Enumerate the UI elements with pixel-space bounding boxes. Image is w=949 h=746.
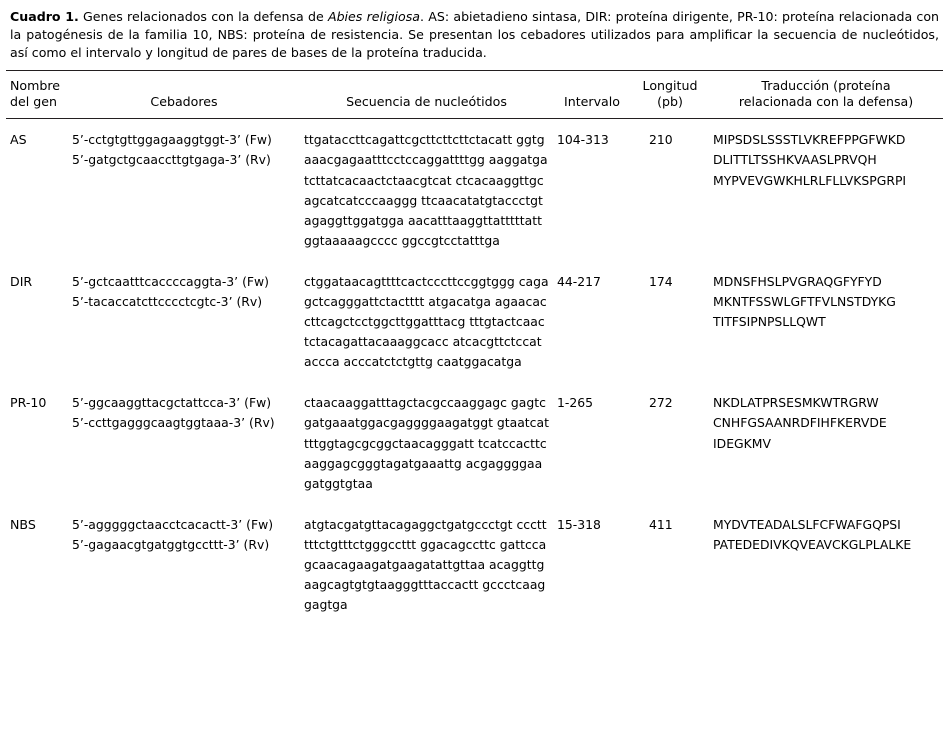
cell-interval: 15-318 (557, 516, 601, 532)
cell-gene-name: NBS (10, 516, 36, 532)
column-header-sequence: Secuencia de nucleótidos (346, 93, 507, 109)
cell-translation: NKDLATPRSESMKWTRGRW CNHFGSAANRDFIHFKERVDE IDEGKMV (713, 395, 887, 451)
column-header-translation-line2: relacionada con la defensa) (738, 93, 914, 109)
cell-length: 411 (649, 516, 673, 532)
cell-nucleotide-sequence: atgtacgatgttacagaggctgatgccctgt ccctttttctgtttctgggccttt ggacagccttc gattccagcaacagaagatgaagatattgttaa acaggttgaagcagtgtgtaagggtttaccactt gccctcaaggagtga (304, 516, 547, 613)
column-header-gene-line2: del gen (10, 93, 57, 109)
caption-species-name: Abies religiosa (327, 9, 421, 24)
column-header-primers: Cebadores (150, 93, 218, 109)
cell-translation: MIPSDSLSSSTLVKREFPPGFWKD DLITTLTSSHKVAASLPRVQH MYPVEVGWKHLRLFLLVKSPGRPI (713, 132, 907, 188)
cell-gene-name: AS (10, 132, 27, 148)
table-row (6, 261, 943, 382)
cell-nucleotide-sequence: ttgataccttcagattcgcttcttcttctacatt ggtgaaacgagaatttcctccaggattttgg aaggatgatcttatcacaactctaacgtcat ctcacaaggttgcagcatcatcccaaggg ttcaacatatgtaccctgtagaggttggatgga aacatttaaggttatttttattggtaaaaagcccc ggccgtcctatttga (304, 132, 548, 248)
cell-gene-name: PR-10 (10, 395, 47, 411)
cell-primers (68, 261, 300, 382)
cell-interval: 44-217 (557, 273, 601, 289)
caption-text-part-2: . AS: abietadieno sintasa, DIR: proteína dirigente, PR-10: proteína relacionada con la patogénesis de la familia 10, NBS: proteína de resistencia. Se presentan los cebadores utilizados para amplificar la secuencia de nucleótidos, así como el intervalo y longitud de pares de bases de la proteína traducida. (10, 9, 940, 60)
column-header-gene-line1: Nombre (10, 77, 61, 93)
cell-interval: 1-265 (557, 395, 594, 411)
primer-reverse: 5’-ccttgagggcaagtggtaaa-3’ (Rv) (72, 415, 275, 431)
cell-primers (68, 504, 300, 625)
primer-reverse: 5’-tacaccatcttcccctcgtc-3’ (Rv) (72, 294, 263, 309)
genes-table (6, 70, 943, 626)
column-header-length-line2: (pb) (657, 93, 683, 109)
primer-reverse: 5’-gatgctgcaaccttgtgaga-3’ (Rv) (72, 152, 271, 168)
column-header-length-line1: Longitud (642, 77, 698, 93)
table-caption (6, 8, 943, 62)
primer-forward: 5’-ggcaaggttacgctattcca-3’ (Fw) (72, 395, 272, 411)
cell-translation: MYDVTEADALSLFCFWAFGQPSI PATEDEDIVKQVEAVCKGLPLALKE (713, 516, 912, 552)
cell-length: 272 (649, 395, 673, 411)
table-row (6, 119, 943, 261)
caption-label: Cuadro 1. (10, 9, 79, 24)
cell-nucleotide-sequence: ctaacaaggatttagctacgccaaggagc gagtcgatgaaatggacgaggggaagatggt gtaatcattttggtagcgcggctaacagggatt tcatccacttcaaggagcgggtagatgaaattg acgaggggaagatggtgtaa (304, 395, 549, 491)
cell-translation: MDNSFHSLPVGRAQGFYFYD MKNTFSSWLGFTFVLNSTDYKG TITFSIPNPSLLQWT (713, 273, 896, 330)
table-row (6, 382, 943, 503)
cell-length: 210 (649, 132, 673, 148)
caption-text-part-1: Genes relacionados con la defensa de (78, 9, 328, 24)
cell-interval: 104-313 (557, 132, 609, 148)
column-header-length (631, 70, 709, 119)
cell-nucleotide-sequence: ctggataacagttttcactcccttccggtggg cagagctcagggattctactttt atgacatga agaacaccttcagctcctggcttggatttacg tttgtactcaactctacagattacaaaggcacc atcacgttctccataccca acccatctctgttg caatggacatga (304, 273, 549, 370)
table-body (6, 119, 943, 625)
cell-primers (68, 382, 300, 503)
column-header-translation-line1: Traducción (proteína (761, 77, 891, 93)
primer-forward: 5’-agggggctaacctcacactt-3’ (Fw) (72, 516, 274, 532)
cell-gene-name: DIR (10, 273, 33, 289)
column-header-gene (6, 70, 68, 119)
primer-forward: 5’-cctgtgttggagaaggtggt-3’ (Fw) (72, 132, 272, 148)
primer-reverse: 5’-gagaacgtgatggtgccttt-3’ (Rv) (72, 536, 270, 552)
table-row (6, 504, 943, 625)
primer-forward: 5’-gctcaatttcaccccaggta-3’ (Fw) (72, 273, 269, 289)
cell-length: 174 (649, 273, 673, 289)
column-header-translation (709, 70, 943, 119)
table-header-row (6, 70, 943, 119)
column-header-interval: Intervalo (564, 93, 620, 109)
cell-primers (68, 119, 300, 261)
table-header (6, 70, 943, 119)
